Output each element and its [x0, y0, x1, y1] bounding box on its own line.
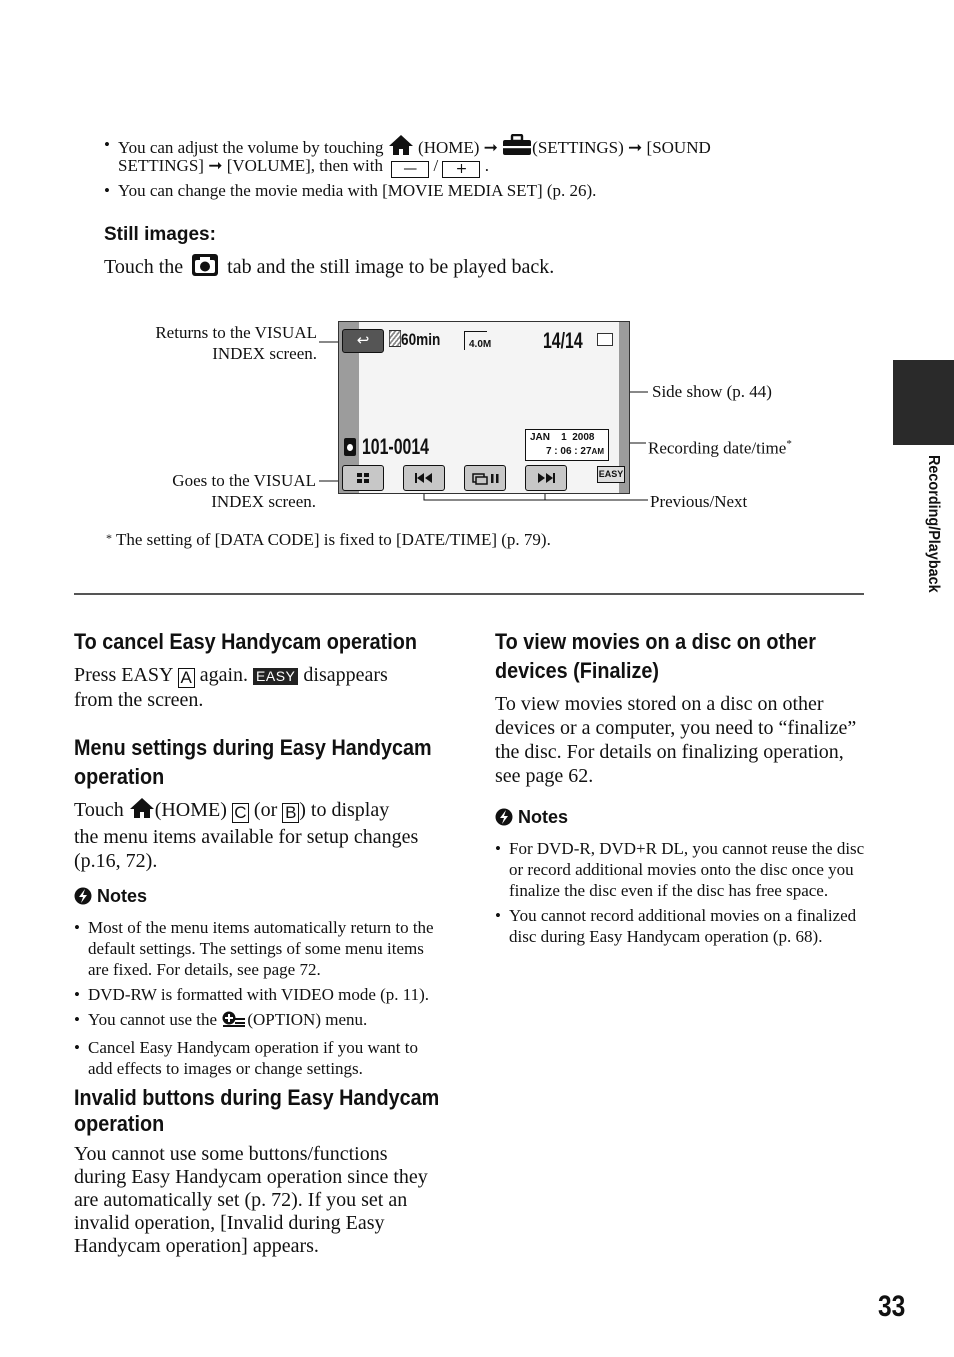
recording-date-text: JAN 1 2008: [530, 432, 595, 443]
callout-returns-line1: Returns to the VISUAL: [155, 323, 317, 342]
volume-line2-a: SETTINGS]: [118, 156, 204, 175]
minus-button-icon: —: [391, 161, 429, 178]
section-divider: [74, 593, 864, 595]
volume-line2-b: [VOLUME], then with: [226, 156, 383, 175]
recording-time-text: 7 : 06 : 27: [545, 446, 592, 457]
bullet-dot: •: [104, 181, 110, 200]
bullet-dot: •: [104, 135, 110, 154]
right-notes-list: [495, 838, 865, 947]
camera-mode-icon: [344, 438, 356, 456]
invalid-buttons-heading: [74, 1085, 440, 1137]
footnote-text: The setting of [DATA CODE] is fixed to [DATE/TIME] (p. 79).: [115, 530, 551, 549]
menu-home-label: (HOME): [154, 799, 227, 821]
touch-the-text: Touch the: [104, 256, 184, 278]
footnote-star: *: [106, 531, 112, 545]
return-visual-index-button[interactable]: [342, 329, 384, 353]
cancel-easy-heading: To cancel Easy Handycam operation: [74, 629, 417, 654]
right-notes-title: Notes: [518, 807, 569, 827]
lcd-screen: [338, 321, 630, 494]
volume-home-label: (HOME): [418, 138, 480, 157]
file-number: [344, 434, 455, 460]
side-tab-block: [893, 360, 954, 445]
slide-show-button[interactable]: [464, 465, 506, 491]
menu-touch-text: Touch: [74, 799, 124, 821]
arrow-right-icon: ➞: [628, 138, 643, 157]
volume-sound-label: [SOUND: [646, 138, 711, 157]
memory-card-icon: [597, 333, 613, 346]
menu-line2-text: the menu items available for setup changes: [74, 826, 419, 848]
easy-indicator-icon: EASY: [253, 668, 298, 685]
finalize-heading-line2: devices (Finalize): [495, 658, 659, 683]
callout-previous-next: Previous/Next: [650, 492, 748, 511]
arrow-right-icon: ➞: [208, 156, 223, 175]
battery-icon: [389, 330, 401, 347]
page-number: 33: [878, 1290, 906, 1323]
list-item: • For DVD-R, DVD+R DL, you cannot reuse the disc or record additional movies onto the disc once you finalize the disc even if the disc has free space.: [495, 838, 865, 901]
list-item: • Most of the menu items automatically return to the default settings. The settings of some menu items are fixed. For details, see page 72.: [74, 917, 444, 980]
visual-index-button[interactable]: [342, 465, 384, 491]
note3-a: You cannot use the: [88, 1010, 218, 1029]
volume-text-1: You can adjust the volume by touching: [118, 138, 384, 157]
file-number-value: 101-0014: [362, 434, 430, 459]
cancel-disappears-text: disappears: [303, 664, 388, 686]
index-grid-icon: [343, 466, 383, 490]
callout-returns-line2: INDEX screen.: [212, 344, 317, 363]
battery-remaining: 60min: [401, 330, 441, 349]
movie-media-text: You can change the movie media with [MOVIE MEDIA SET] (p. 26).: [118, 181, 597, 200]
callout-slide-show: Side show (p. 44): [652, 382, 772, 401]
cancel-easy-body: [74, 663, 444, 712]
still-images-heading: Still images:: [104, 224, 216, 245]
invalid-heading-line2: operation: [74, 1111, 165, 1136]
side-tab-label: Recording/Playback: [925, 455, 942, 593]
next-icon: [526, 466, 566, 490]
right-column: [495, 627, 865, 951]
option-icon: [221, 1010, 247, 1033]
notes-icon: [74, 887, 92, 910]
battery-indicator: [389, 330, 440, 350]
invalid-buttons-body: You cannot use some buttons/functions during Easy Handycam operation since they are automatically set (p. 72). If you set an invalid operation, [Invalid during Easy Handycam operation] appears.: [74, 1143, 428, 1257]
next-button[interactable]: [525, 465, 567, 491]
left-column: [74, 627, 444, 1258]
menu-or-text: (or: [253, 799, 278, 821]
finalize-body: To view movies stored on a disc on other devices or a computer, you need to “finalize” the disc. For details on finalizing operation, see page 62.: [495, 693, 857, 787]
slide-show-icon: [465, 466, 505, 490]
slash: /: [433, 156, 439, 175]
invalid-heading-line1: Invalid buttons during Easy Handycam: [74, 1085, 440, 1110]
cancel-line2-text: from the screen.: [74, 689, 204, 711]
plus-button-icon: +: [442, 161, 480, 178]
recording-ampm: AM: [591, 447, 604, 456]
finalize-heading-line1: To view movies on a disc on other: [495, 629, 816, 654]
volume-settings-label: (SETTINGS): [532, 138, 624, 157]
image-counter: 14/14: [543, 328, 583, 353]
easy-button-callout-a: A: [178, 668, 195, 688]
callout-goes-line2: INDEX screen.: [211, 492, 316, 511]
left-notes-heading: [74, 885, 444, 910]
callout-goes-line1: Goes to the VISUAL: [172, 471, 316, 490]
callout-b: B: [282, 803, 299, 823]
menu-line3-text: (p.16, 72).: [74, 850, 158, 872]
return-arrow-icon: ↩: [356, 332, 370, 349]
notes-icon: [495, 808, 513, 831]
figure-footnote: [106, 528, 551, 550]
left-notes-title: Notes: [97, 886, 148, 906]
recording-date-box: [525, 429, 609, 461]
callout-recording-star: *: [786, 438, 792, 450]
callout-c: C: [232, 803, 249, 823]
period: .: [484, 156, 489, 175]
image-size-indicator: [464, 331, 492, 350]
finalize-heading: [495, 627, 828, 685]
home-icon: [129, 797, 155, 825]
arrow-right-icon: ➞: [483, 138, 498, 157]
recording-time: [530, 445, 604, 459]
menu-heading-line1: Menu settings during Easy Handycam: [74, 735, 432, 760]
list-item: • You cannot record additional movies on a finalized disc during Easy Handycam operation (p. 68).: [495, 905, 865, 947]
list-item: [74, 1009, 444, 1033]
easy-indicator: EASY: [597, 466, 625, 483]
previous-icon: [404, 466, 444, 490]
menu-heading-line2: operation: [74, 764, 165, 789]
note3-b: (OPTION) menu.: [247, 1010, 368, 1029]
menu-settings-heading: [74, 733, 432, 791]
callout-recording-date-text: Recording date/time: [648, 438, 787, 458]
menu-to-display-text: ) to display: [299, 799, 390, 821]
menu-settings-body: [74, 797, 444, 873]
image-size-value: 4.0M: [469, 339, 492, 350]
cancel-press-text: Press EASY: [74, 664, 173, 686]
list-item: • Cancel Easy Handycam operation if you want to add effects to images or change settings.: [74, 1037, 444, 1079]
still-images-rest-text: tab and the still image to be played back.: [227, 256, 555, 278]
previous-button[interactable]: [403, 465, 445, 491]
cancel-again-text: again.: [199, 664, 249, 686]
list-item: • DVD-RW is formatted with VIDEO mode (p. 11).: [74, 984, 444, 1005]
left-notes-list: [74, 917, 444, 1079]
right-notes-heading: [495, 806, 865, 831]
